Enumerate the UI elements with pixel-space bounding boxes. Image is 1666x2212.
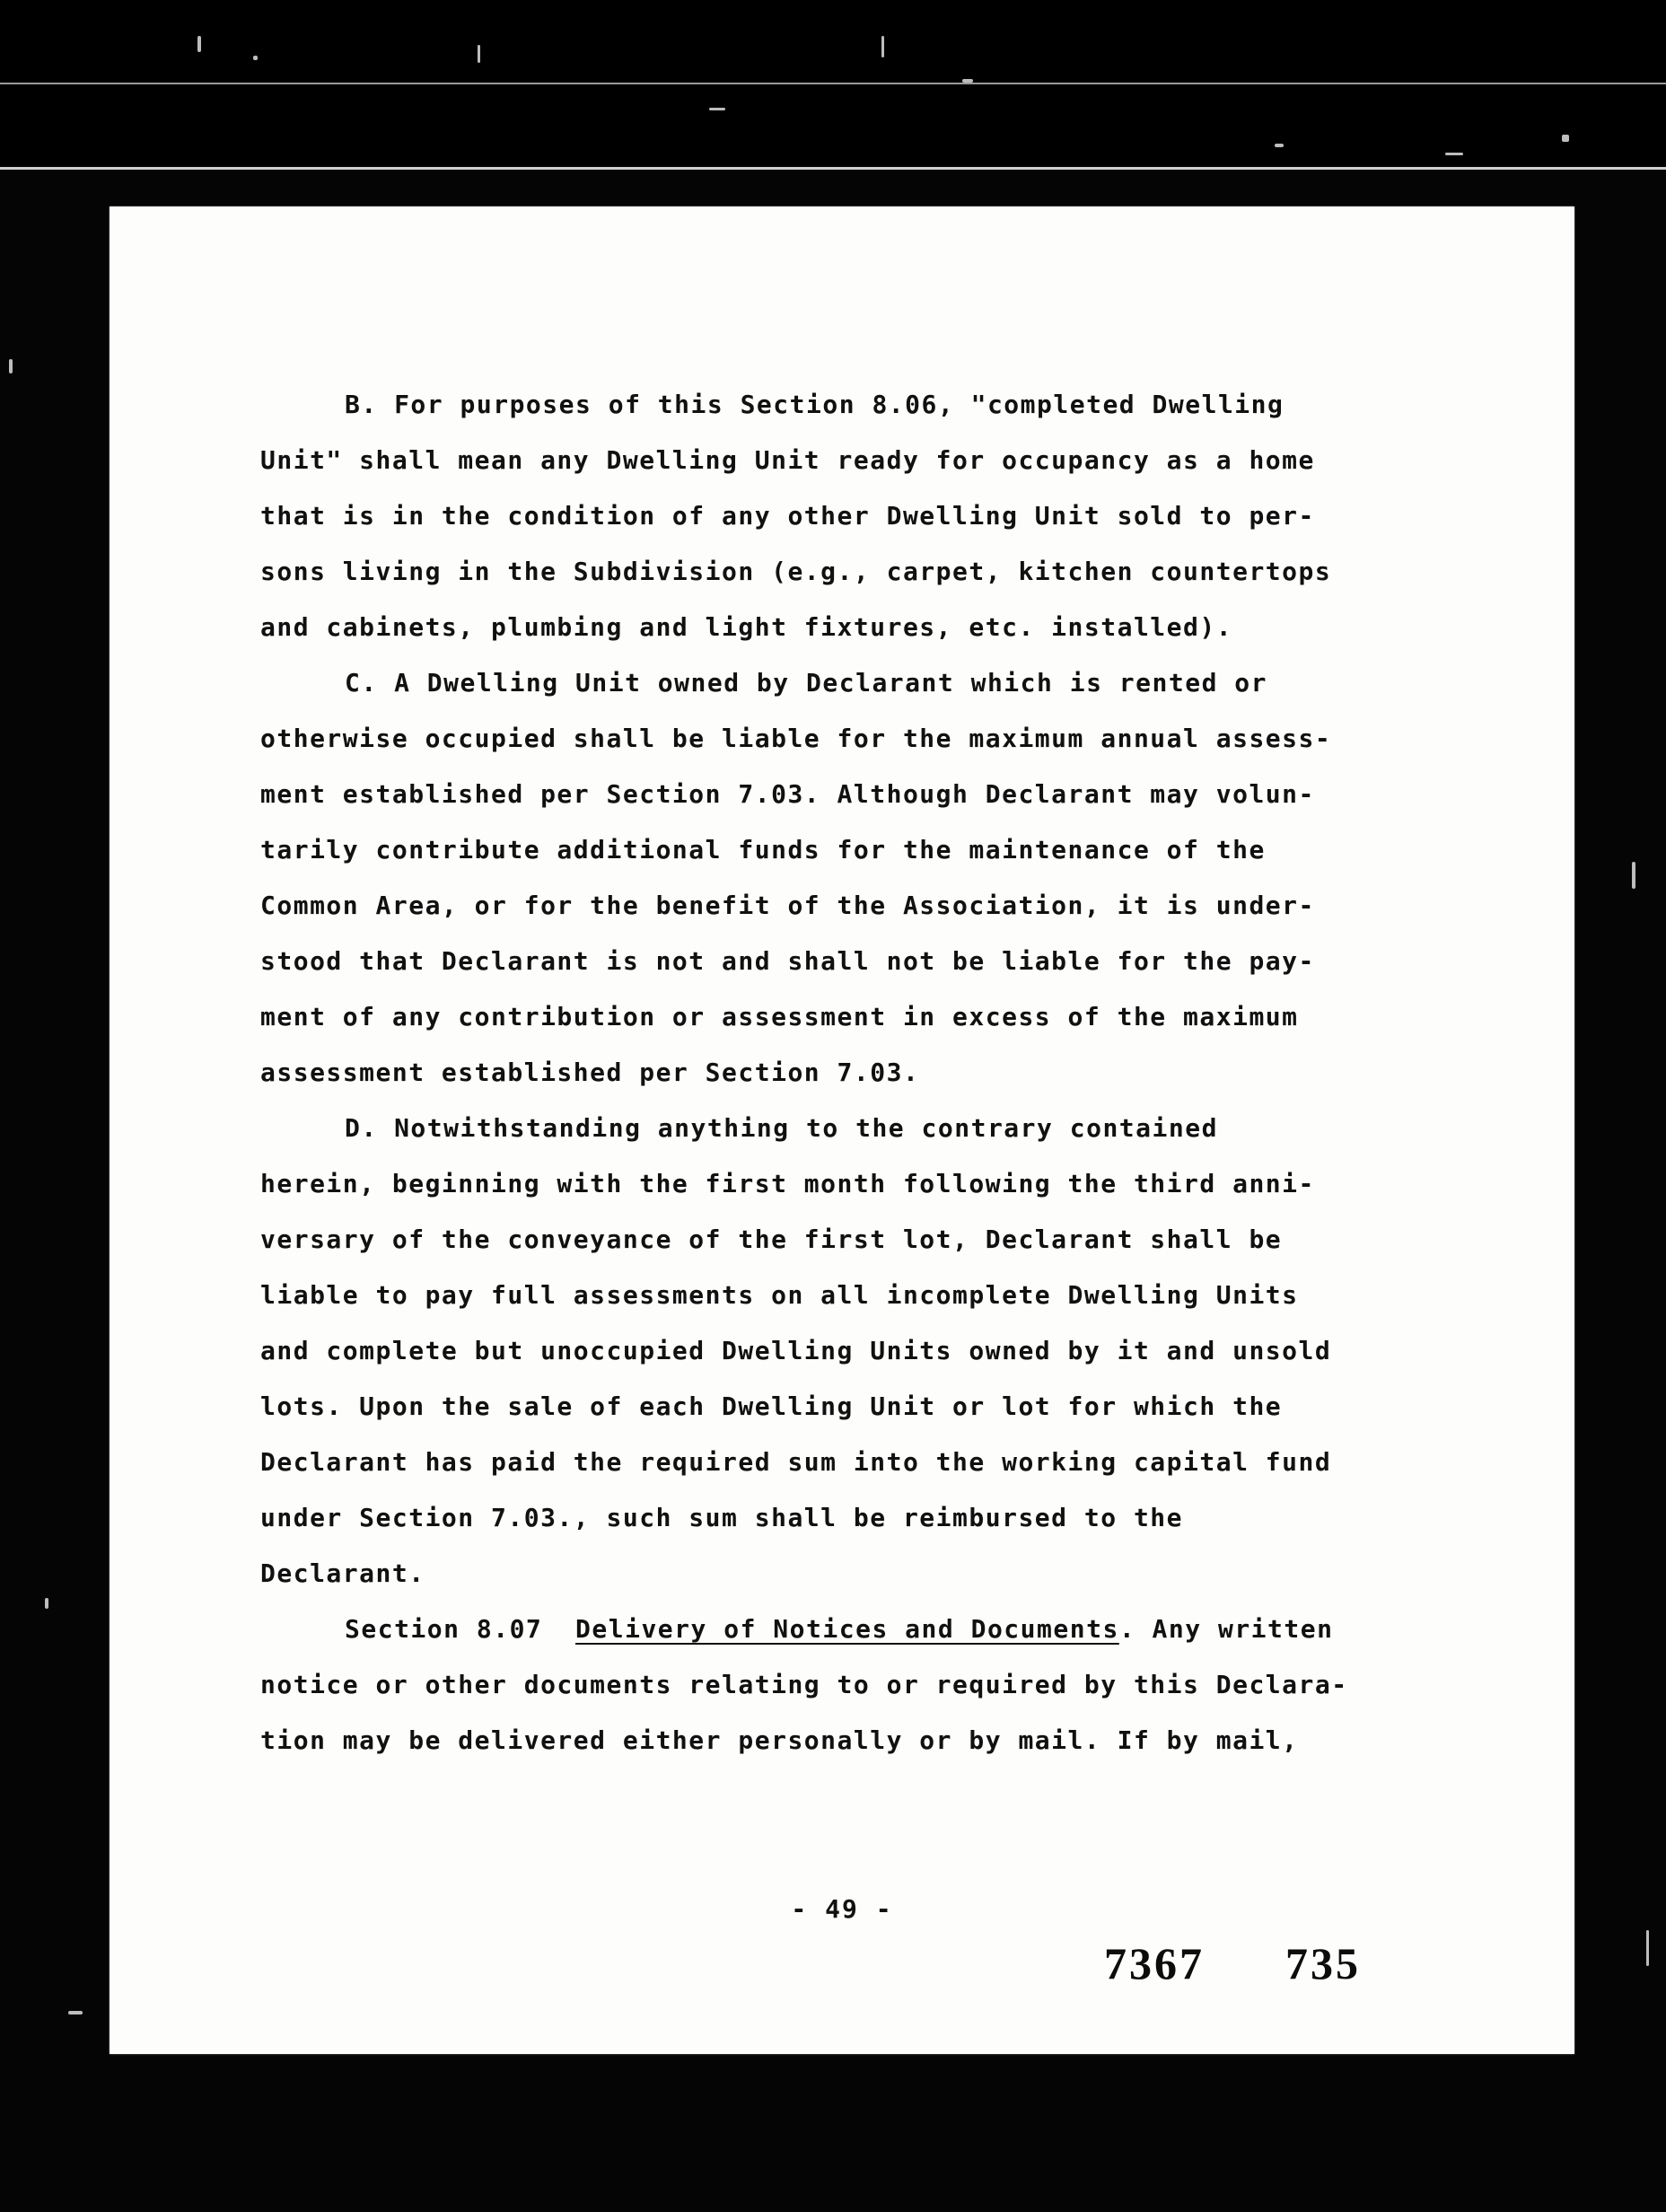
paragraph-d-line: and complete but unoccupied Dwelling Units owned by it and unsold xyxy=(260,1336,1332,1365)
paragraph-c-line: stood that Declarant is not and shall not be liable for the pay- xyxy=(260,946,1315,976)
paragraph-b-line: Unit" shall mean any Dwelling Unit ready for occupancy as a home xyxy=(260,445,1315,475)
section-807-line: notice or other documents relating to or required by this Declara- xyxy=(260,1670,1348,1699)
paragraph-d-line: liable to pay full assessments on all incomplete Dwelling Units xyxy=(260,1280,1299,1310)
scan-speck xyxy=(962,79,973,83)
section-807-first-line-rest: . Any written xyxy=(1118,1614,1334,1644)
page-number: - 49 - xyxy=(791,1894,893,1924)
scan-speck xyxy=(9,359,13,373)
scan-speck xyxy=(68,2011,83,2014)
paragraph-c-line: tarily contribute additional funds for the maintenance of the xyxy=(260,835,1266,865)
section-number: Section 8.07 xyxy=(345,1614,543,1644)
paragraph-d-line: versary of the conveyance of the first lot, Declarant shall be xyxy=(260,1224,1283,1254)
scan-speck xyxy=(478,45,480,63)
section-heading: Delivery of Notices and Documents xyxy=(575,1614,1119,1644)
scan-speck xyxy=(1445,153,1463,155)
scan-speck xyxy=(1632,862,1635,889)
recording-stamp-page: 735 xyxy=(1285,1938,1361,1988)
scan-speck xyxy=(45,1598,48,1609)
scan-top-border xyxy=(0,0,1666,166)
recording-stamp-book: 7367 xyxy=(1104,1938,1205,1988)
paragraph-c-line: ment of any contribution or assessment in excess of the maximum xyxy=(260,1002,1299,1031)
paragraph-c-line: Common Area, or for the benefit of the Association, it is under- xyxy=(260,891,1315,920)
paragraph-d-line: lots. Upon the sale of each Dwelling Unit or lot for which the xyxy=(260,1391,1283,1421)
document-body xyxy=(260,377,1517,1769)
paragraph-d-line: under Section 7.03., such sum shall be reimbursed to the xyxy=(260,1503,1184,1532)
scan-speck xyxy=(197,36,201,52)
paragraph-c-line: C. A Dwelling Unit owned by Declarant which is rented or xyxy=(345,668,1268,698)
paragraph-b-line: sons living in the Subdivision (e.g., carpet, kitchen countertops xyxy=(260,557,1332,586)
paragraph-d-line: Declarant. xyxy=(260,1558,425,1588)
section-807-first-line xyxy=(260,1602,1517,1657)
section-807-line: tion may be delivered either personally or by mail. If by mail, xyxy=(260,1725,1299,1755)
paragraph-b-line: B. For purposes of this Section 8.06, "completed Dwelling xyxy=(345,390,1285,419)
scan-speck xyxy=(1646,1930,1649,1966)
paragraph-d-line: D. Notwithstanding anything to the contrary contained xyxy=(345,1113,1218,1143)
paragraph-c-line: ment established per Section 7.03. Although Declarant may volun- xyxy=(260,779,1315,809)
scan-line-lower xyxy=(0,167,1666,170)
document-page xyxy=(110,206,1574,2054)
paragraph-c-line: otherwise occupied shall be liable for the maximum annual assess- xyxy=(260,724,1332,753)
scan-speck xyxy=(1275,144,1284,147)
scan-speck xyxy=(709,108,725,110)
paragraph-c-line: assessment established per Section 7.03. xyxy=(260,1058,920,1087)
scan-speck xyxy=(881,36,884,57)
paragraph-b-line: and cabinets, plumbing and light fixtures, etc. installed). xyxy=(260,612,1233,642)
scan-speck xyxy=(1562,135,1569,142)
scan-line-upper xyxy=(0,83,1666,84)
scan-speck xyxy=(253,56,258,60)
paragraph-b-line: that is in the condition of any other Dwelling Unit sold to per- xyxy=(260,501,1315,531)
paragraph-d-line: Declarant has paid the required sum into the working capital fund xyxy=(260,1447,1332,1477)
paragraph-d-line: herein, beginning with the first month following the third anni- xyxy=(260,1169,1315,1198)
